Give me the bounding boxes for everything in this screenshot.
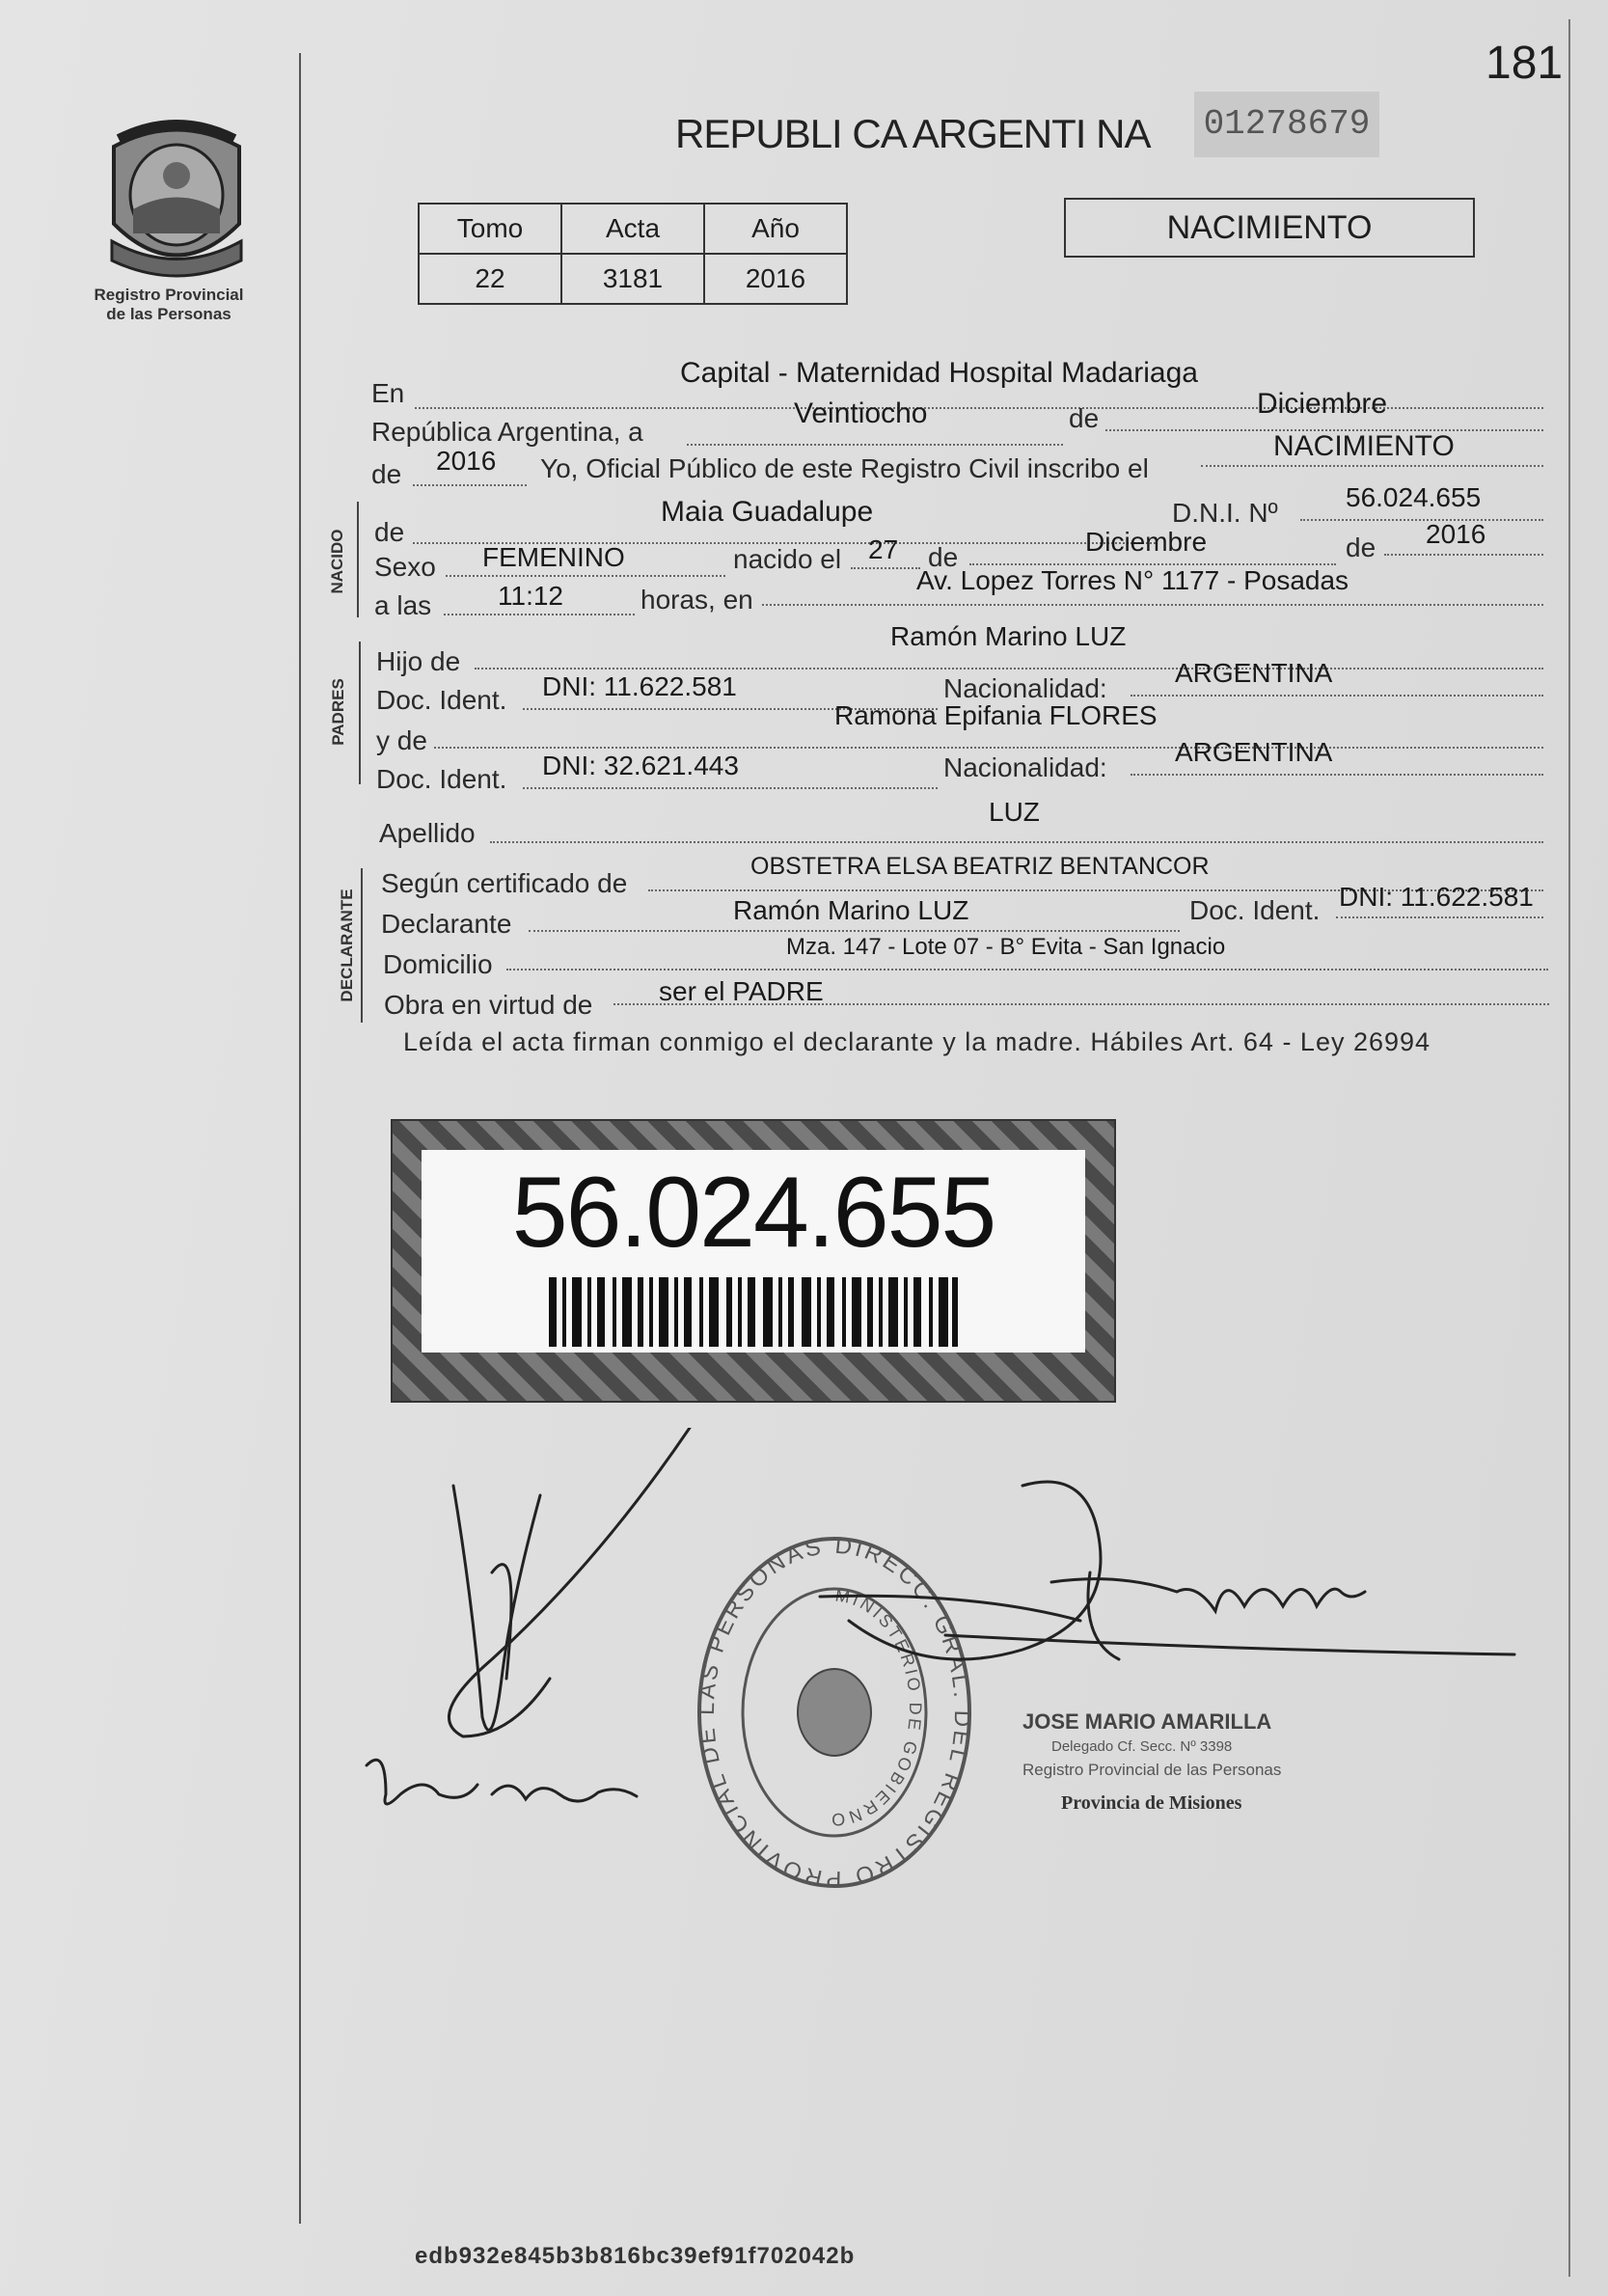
registry-value-anio: 2016 [704, 254, 847, 304]
father-doc-label: Doc. Ident. [376, 685, 507, 715]
republica-label: República Argentina, a [371, 417, 643, 447]
dotted-line [1131, 774, 1543, 776]
nacido-el-label: nacido el [733, 544, 842, 574]
alas-label: a las [374, 590, 432, 620]
birth-de2-label: de [1346, 533, 1376, 562]
barcode-icon [549, 1277, 958, 1347]
cert-value: OBSTETRA ELSA BEATRIZ BENTANCOR [750, 853, 1210, 880]
dotted-line [444, 614, 635, 615]
dotted-line [523, 787, 938, 789]
father-doc-value: DNI: 11.622.581 [542, 671, 737, 701]
dotted-line [1300, 519, 1543, 521]
registry-value-row [419, 254, 847, 304]
registry-header-acta: Acta [561, 204, 704, 254]
decl-doc-value: DNI: 11.622.581 [1339, 882, 1534, 912]
year-de-label: de [371, 459, 402, 489]
country-heading: REPUBLI CA ARGENTI NA [675, 111, 1151, 156]
page-number: 181 [1485, 38, 1564, 89]
place-value: Capital - Maternidad Hospital Madariaga [680, 357, 1198, 389]
province-emblem-icon [104, 118, 249, 282]
right-edge-line [1568, 19, 1570, 2277]
day-value: Veintiocho [794, 397, 928, 429]
father-nat-label: Nacionalidad: [943, 673, 1107, 703]
dotted-line [490, 841, 1543, 843]
birth-day-value: 27 [868, 534, 899, 564]
domicilio-value: Mza. 147 - Lote 07 - B° Evita - San Ignacio [786, 934, 1226, 960]
dotted-line [1201, 465, 1543, 467]
section-label-padres: PADRES [329, 678, 347, 746]
section-bar-padres [359, 642, 361, 784]
registry-value-acta: 3181 [561, 254, 704, 304]
dni-card-number: 56.024.655 [511, 1157, 995, 1269]
inscribed-value: NACIMIENTO [1273, 430, 1455, 462]
declarante-value: Ramón Marino LUZ [733, 895, 969, 925]
nacido-de-label: de [374, 517, 405, 547]
signatory-name: JOSE MARIO AMARILLA [1022, 1709, 1272, 1734]
dotted-line [1131, 695, 1543, 697]
document-hash: edb932e845b3b816bc39ef91f702042b [415, 2243, 856, 2269]
en-label: En [371, 378, 405, 408]
mother-nat-label: Nacionalidad: [943, 752, 1107, 782]
registry-header-tomo: Tomo [419, 204, 561, 254]
dotted-line [434, 747, 1543, 749]
birth-year-value: 2016 [1426, 519, 1486, 549]
signatory-title: Delegado Cf. Secc. Nº 3398 [1051, 1738, 1233, 1755]
dotted-line [851, 567, 920, 569]
de-label: de [1069, 403, 1100, 433]
apellido-value: LUZ [989, 797, 1040, 827]
time-value: 11:12 [498, 581, 563, 611]
cert-label: Según certificado de [381, 868, 628, 898]
mother-doc-value: DNI: 32.621.443 [542, 751, 739, 780]
declarante-label: Declarante [381, 909, 512, 939]
mother-name-value: Ramona Epifania FLORES [834, 700, 1158, 730]
emblem-caption-line1: Registro Provincial [94, 286, 244, 304]
dotted-line [1336, 916, 1543, 918]
birth-month-value: Diciembre [1085, 527, 1208, 557]
sexo-label: Sexo [374, 552, 436, 582]
registry-header-anio: Año [704, 204, 847, 254]
left-margin-line [299, 53, 301, 2224]
sexo-value: FEMENINO [482, 542, 625, 572]
emblem-caption-line2: de las Personas [106, 305, 232, 323]
dotted-line [446, 575, 725, 577]
seal-outer-text: DIRECC. GRAL. DEL REGISTRO PROVINCIAL DE LAS PERSONAS [693, 1532, 976, 1891]
father-nat-value: ARGENTINA [1175, 658, 1333, 688]
father-name-value: Ramón Marino LUZ [890, 621, 1127, 651]
dni-card-label [422, 1150, 1085, 1353]
dotted-line [687, 444, 1063, 446]
registry-table [418, 203, 848, 305]
registry-value-tomo: 22 [419, 254, 561, 304]
dni-card [391, 1119, 1116, 1403]
act-type-box: NACIMIENTO [1064, 198, 1475, 258]
dotted-line [413, 484, 527, 486]
month-value: Diciembre [1257, 388, 1388, 420]
hijo-label: Hijo de [376, 646, 461, 676]
dotted-line [762, 604, 1543, 606]
decl-doc-label: Doc. Ident. [1189, 895, 1321, 925]
birth-de-label: de [928, 542, 959, 572]
official-text: Yo, Oficial Público de este Registro Civil inscribo el [540, 453, 1149, 483]
year-value: 2016 [436, 446, 497, 476]
section-label-nacido: NACIDO [328, 529, 346, 594]
horas-label: horas, en [640, 585, 753, 615]
signing-note: Leída el acta firman conmigo el declarante y la madre. Hábiles Art. 64 - Ley 26994 [403, 1027, 1431, 1056]
handwritten-signatures-icon [347, 1428, 1563, 1968]
dotted-line [506, 969, 1548, 970]
mother-nat-value: ARGENTINA [1175, 737, 1333, 767]
section-bar-nacido [357, 502, 359, 617]
yde-label: y de [376, 725, 427, 755]
child-dni-value: 56.024.655 [1346, 482, 1482, 512]
section-bar-declarante [361, 868, 363, 1023]
registry-header-row [419, 204, 847, 254]
signatory-office: Registro Provincial de las Personas [1022, 1761, 1282, 1779]
seal-inner-text: MINISTERIO DE GOBIERNO [828, 1585, 926, 1830]
domicilio-label: Domicilio [383, 949, 493, 979]
emblem-caption [68, 286, 270, 324]
obra-value: ser el PADRE [659, 976, 824, 1006]
obra-label: Obra en virtud de [384, 990, 593, 1020]
apellido-label: Apellido [379, 818, 476, 848]
serial-number: 01278679 [1194, 92, 1379, 157]
signatory-province: Provincia de Misiones [1061, 1792, 1242, 1814]
section-label-declarante: DECLARANTE [338, 888, 356, 1002]
dotted-line [475, 668, 1543, 670]
dotted-line [1384, 554, 1543, 556]
mother-doc-label: Doc. Ident. [376, 764, 507, 794]
dni-label: D.N.I. Nº [1172, 498, 1278, 528]
birth-place-value: Av. Lopez Torres N° 1177 - Posadas [916, 565, 1349, 595]
dotted-line [529, 930, 1180, 932]
child-name-value: Maia Guadalupe [661, 496, 874, 528]
